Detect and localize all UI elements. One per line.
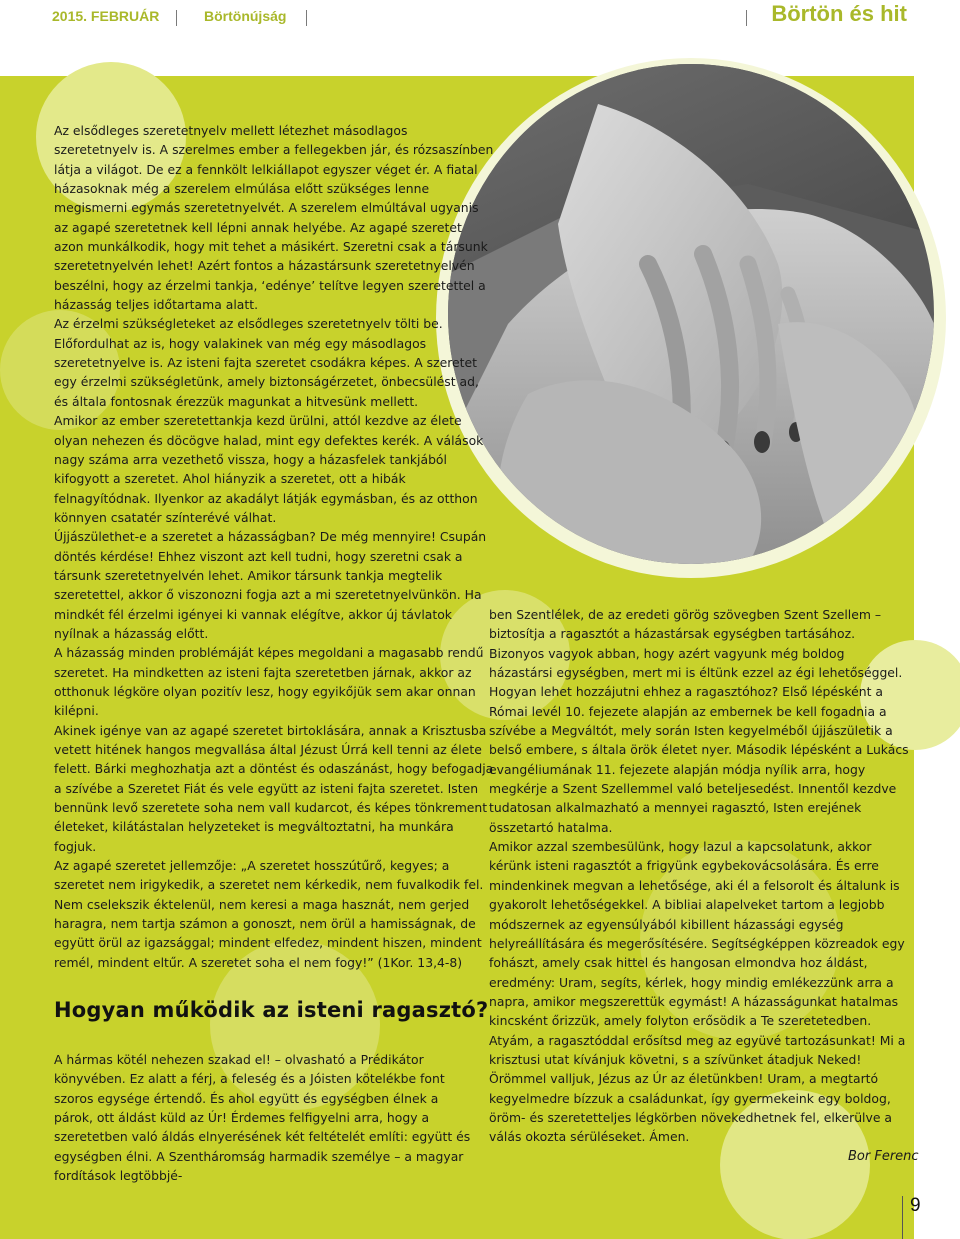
paragraph: ben Szentlélek, de az eredeti görög szövegben Szent Szellem – biztosítja a ragasztót a házastársak egységben tartásához. Bizonyos vagyok abban, hogy azért vagyunk még boldog házastársi egységben, mert mi is éltünk ezzel az égi lehetőséggel. xyxy=(489,607,903,681)
issue-date: 2015. FEBRUÁR xyxy=(52,8,160,24)
header-divider xyxy=(746,10,747,26)
page-number: 9 xyxy=(910,1195,921,1216)
paragraph: Az agapé szeretet jellemzője: „A szeretet hosszútűrő, kegyes; a szeretet nem irigykedik, a szeretet nem kérkedik, nem fuvalkodik fel. Nem cselekszik éktelenül, nem keresi a maga hasznát, nem gerjed haragra, nem tartja számon a gonoszt, nem örül a hamisságnak, de együtt örül az igazsággal; mindent elfedez, mindent hiszen, mindent remél, mindent eltűr. A szeretet soha el nem fogy!” (1Kor. 13,4-8) xyxy=(54,858,484,970)
paragraph: A hármas kötél nehezen szakad el! – olvasható a Prédikátor könyvében. Ez alatt a férj, a feleség és a Jóisten kötelékbe font szoros egysége értendő. És ahol együtt és egységben élnek a párok, ott áldást küld az Úr! Érdemes felfigyelni arra, hogy a szeretetben való áldás elnyerésének két feltételét említi: együtt és egységben élni. A Szentháromság harmadik személye – a magyar fordítások legtöbbjé- xyxy=(54,1052,471,1184)
header-divider xyxy=(176,10,177,26)
header-divider xyxy=(306,10,307,26)
paragraph: Újjászülethet-e a szeretet a házasságban? De még mennyire! Csupán döntés kérdése! Ehhez viszont azt kell tudni, hogy szeretni csak a társunk szeretetnyelvén lehet. Amikor társunk tankja megtelik szeretettel, akkor ő viszonozni fogja azt a mi szeretetnyelvünkön. Ha mindkét fél érzelmi igényei ki vannak elégítve, akkor új távlatok nyílnak a házasság előtt. xyxy=(54,529,487,641)
section-title: Börtön és hit xyxy=(771,1,907,26)
section-heading: Hogyan működik az isteni ragasztó? xyxy=(54,998,489,1022)
paragraph: Amikor azzal szembesülünk, hogy lazul a kapcsolatunk, akkor kérünk isteni ragasztót a frigyünk egybekovácsolására. És erre mindenkinek megvan a lehetősége, aki él a felsorolt és általunk is gyakorolt lehetőségekkel. A bibliai alapelveket tartom a legjobb módszernek az egyensúlyából kibillent házassági egység helyreállítására és megerősítésére. Segítségképpen közreadok egy fohászt, amely csak hittel és hangosan elmondva hoz áldást, eredmény: Uram, segíts, kérlek, hogy mindig emlékezzünk arra a napra, amikor megszerettük egymást! A házasságunkat hatalmas kincsként őrizzük, amely folyton erősödik a Te szeretetedben. Atyám, a ragasztóddal erősítsd meg az együvé tartozásunkat! Mi a krisztusi utat kívánjuk követni, s a szívünket átadjuk Neked! Örömmel valljuk, Jézus az Úr az életünkben! Uram, a megtartó kegyelmedre bízzuk a családunkat, így gyermekeink egy boldog, öröm- és szeretetteljes légkörben növekedhetnek fel, elkerülve a válás okozta sérüléseket. Ámen. xyxy=(489,839,906,1145)
paragraph: Akinek igénye van az agapé szeretet birtoklására, annak a Krisztusba vetett hitének hangos megvallása által Jézust Úrrá kell tenni az élete felett. Bárki meghozhatja azt a döntést és odaszánást, hogy befogadja a szívébe a Szeretet Fiát és vele együtt az isteni fajta szeretet. Isten bennünk levő szeretete soha nem vall kudarcot, és képes tönkrement életeket, kilátástalan helyzeteket is megváltoztatni, ha munkára fogjuk. xyxy=(54,722,494,854)
paragraph: Az érzelmi szükségleteket az elsődleges szeretetnyelv tölti be. Előfordulhat az is, hogy valakinek van még egy másodlagos szeretetnyelve is. Az isteni fajta szeretet csodákra képes. A szeretet egy érzelmi szükségletünk, amely biztonságérzetet, önbecsülést ad, és általa fontosnak érezzük magunkat a hitvesünk mellett. xyxy=(54,316,479,409)
magazine-name: Börtönújság xyxy=(204,8,287,24)
paragraph: A házasság minden problémáját képes megoldani a magasabb rendű szeretet. Ha mindketten az isteni fajta szeretetben járnak, akkor az otthonuk légköre olyan pozitív lesz, hogy egyikőjük sem akar onnan kilépni. xyxy=(54,645,484,719)
left-column-text-bottom xyxy=(54,1050,474,1185)
right-column-text xyxy=(489,605,909,1147)
clasped-hands-photo xyxy=(448,64,934,564)
page-number-rule xyxy=(902,1196,903,1239)
left-column-text xyxy=(54,121,494,972)
paragraph: Hogyan lehet hozzájutni ehhez a ragasztóhoz? Első lépésként a Római levél 10. fejezete alapján az embernek be kell fogadnia a szívébe a Megváltót, mely során Isten kegyelméből újjászületik a belső embere, s általa örök életet nyer. Második lépésként a Lukács evangéliumának 11. fejezete alapján módja nyílik arra, hogy megkérje a Szent Szellemmel való beteljesedést. Innentől kezdve tudatosan alkalmazható a mennyei ragasztó, Isten erejének összetartó hatalma. xyxy=(489,684,909,835)
paragraph: Az elsődleges szeretetnyelv mellett létezhet másodlagos szeretetnyelv is. A szerelmes ember a fellegekben jár, és rózsaszínben látja a világot. De ez a fennkölt lelkiállapot egyszer véget ér. A fiatal házasoknak még a szerelem elmúlása előtt szükséges lenne megismerni egymás szeretetnyelvét. A szerelem elmúltával ugyanis az agapé szeretetnek kell lépni annak helyébe. Az agapé szeretet azon munkálkodik, hogy mit tehet a másikért. Szeretni csak a társunk szeretetnyelvén lehet! Azért fontos a házastársunk szeretetnyelvén beszélni, hogy az érzelmi tankja, ‘edénye’ telítve legyen szeretettel a házasság teljes időtartama alatt. xyxy=(54,123,494,313)
author-signature: Bor Ferenc xyxy=(848,1149,919,1164)
paragraph: Amikor az ember szeretettankja kezd ürülni, attól kezdve az élete olyan nehezen és döcögve halad, mint egy defektes kerék. A válások nagy száma arra vezethető vissza, hogy a házasfelek tankjából kifogyott a szeretet. Ahol hiányzik a szeretet, ott a hibák felnagyítódnak. Ilyenkor az akadályt látják egymásban, és az otthon könnyen csatatér színterévé válhat. xyxy=(54,413,484,525)
page-header xyxy=(0,0,960,30)
